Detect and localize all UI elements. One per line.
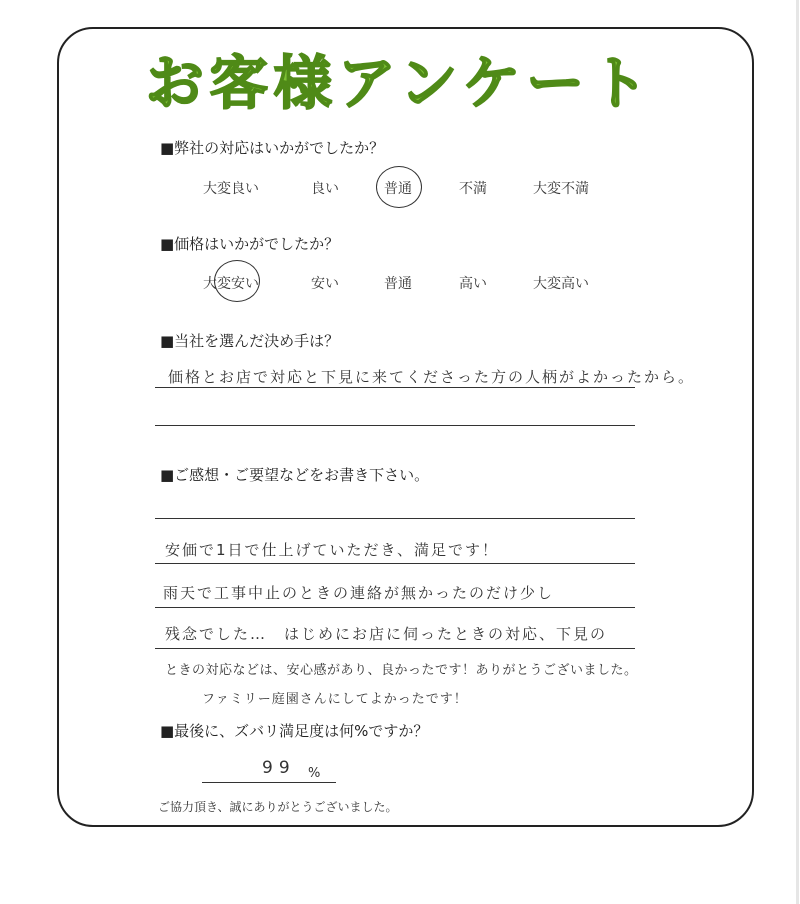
answer-line — [155, 563, 635, 564]
answer-line — [155, 648, 635, 649]
handwritten-comment-line: ファミリー庭園さんにしてよかったです！ — [202, 692, 468, 707]
answer-line — [155, 425, 635, 426]
answer-line — [155, 607, 635, 608]
question-satisfaction: ■最後に、ズバリ満足度は何%ですか？ — [160, 722, 429, 740]
answer-line — [155, 518, 635, 519]
handwritten-satisfaction-value: 99 — [262, 758, 296, 778]
option-price-expensive[interactable]: 高い — [459, 276, 487, 292]
question-deciding-factor: ■当社を選んだ決め手は？ — [160, 332, 340, 350]
thank-you-note: ご協力頂き、誠にありがとうございました。 — [158, 800, 398, 814]
answer-line — [155, 387, 635, 388]
option-price-normal[interactable]: 普通 — [384, 276, 412, 292]
handwritten-comment-line: 雨天で工事中止のときの連絡が無かったのだけ少し — [163, 584, 555, 602]
percent-unit: % — [308, 766, 321, 781]
survey-title: お客様アンケート — [145, 49, 655, 117]
option-service-very-good[interactable]: 大変良い — [203, 181, 259, 197]
option-service-very-unsatisfied[interactable]: 大変不満 — [533, 181, 589, 197]
option-service-unsatisfied[interactable]: 不満 — [459, 181, 487, 197]
selected-circle-mark — [214, 260, 260, 302]
option-service-good[interactable]: 良い — [311, 181, 339, 197]
handwritten-comment-line: 安価で1日で仕上げていただき、満足です！ — [165, 541, 499, 559]
handwritten-comment-line: 残念でした… はじめにお店に伺ったときの対応、下見の — [165, 625, 608, 643]
question-comments: ■ご感想・ご要望などをお書き下さい。 — [160, 466, 430, 484]
option-price-very-expensive[interactable]: 大変高い — [533, 276, 589, 292]
selected-circle-mark — [376, 166, 422, 208]
handwritten-answer: 価格とお店で対応と下見に来てくださった方の人柄がよかったから。 — [168, 368, 696, 386]
answer-line — [202, 782, 336, 783]
option-price-cheap[interactable]: 安い — [311, 276, 339, 292]
question-service: ■弊社の対応はいかがでしたか？ — [160, 139, 385, 157]
option-price-very-cheap[interactable]: 大変安い — [203, 276, 259, 292]
option-service-normal[interactable]: 普通 — [384, 181, 412, 197]
handwritten-comment-line: ときの対応などは、安心感があり、良かったです！ありがとうございました。 — [165, 663, 638, 678]
scan-edge — [796, 0, 799, 904]
question-price: ■価格はいかがでしたか？ — [160, 235, 340, 253]
